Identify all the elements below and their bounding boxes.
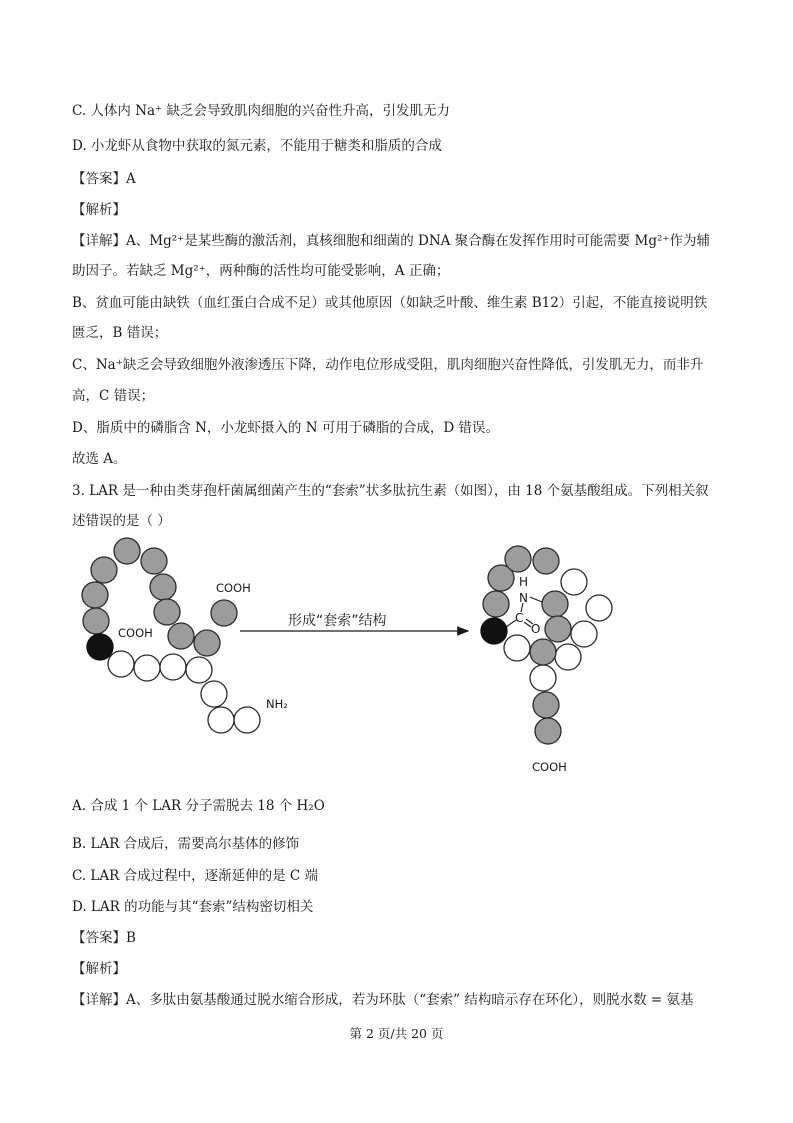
page-number: 第 2 页/共 20 页 bbox=[349, 1026, 444, 1041]
option-c: C. LAR 合成过程中，逐渐延伸的是 C 端 bbox=[72, 868, 319, 884]
amino-acid-circle bbox=[168, 623, 194, 649]
amino-acid-circle bbox=[533, 548, 559, 574]
atom-n-label: N bbox=[519, 591, 528, 605]
amino-acid-circle bbox=[535, 718, 561, 744]
amino-acid-circle bbox=[194, 630, 220, 656]
detail-line: B、贫血可能由缺铁（血红蛋白合成不足）或其他原因（如缺乏叶酸、维生素 B12）引起，不能直接说明铁 bbox=[72, 295, 708, 311]
amino-acid-circle bbox=[530, 639, 556, 665]
amino-acid-circle bbox=[82, 582, 108, 608]
amino-acid-circle bbox=[504, 635, 530, 661]
atom-h-label: H bbox=[519, 575, 529, 589]
answer: 【答案】B bbox=[72, 930, 136, 946]
detail-line: 高，C 错误； bbox=[72, 388, 155, 404]
linear-peptide bbox=[82, 538, 288, 733]
amino-acid-circle bbox=[586, 595, 612, 621]
key-amino-acid-circle bbox=[481, 618, 507, 644]
question-stem: 述错误的是（ ） bbox=[72, 513, 171, 529]
answer-prev: 【答案】A bbox=[72, 171, 136, 187]
amino-acid-circle bbox=[555, 644, 581, 670]
analysis-label: 【解析】 bbox=[72, 961, 126, 977]
amino-acid-circle bbox=[134, 655, 160, 681]
amino-acid-circle bbox=[150, 574, 176, 600]
amino-acid-circle bbox=[160, 654, 186, 680]
detail-line: 【详解】A、Mg²⁺是某些酶的激活剂，真核细胞和细菌的 DNA 聚合酶在发挥作用时可能需要 Mg²⁺作为辅 bbox=[72, 233, 711, 249]
transform-arrow bbox=[240, 612, 468, 631]
detail-line: 匮乏，B 错误； bbox=[72, 325, 168, 341]
key-amino-acid-circle bbox=[87, 634, 113, 660]
amino-acid-circle bbox=[234, 707, 260, 733]
atom-o-label: O bbox=[531, 622, 541, 636]
option-d-prev: D. 小龙虾从食物中获取的氮元素，不能用于糖类和脂质的合成 bbox=[72, 138, 442, 154]
detail-line: 助因子。若缺乏 Mg²⁺，两种酶的活性均可能受影响，A 正确； bbox=[72, 263, 450, 279]
amino-acid-circle bbox=[83, 608, 109, 634]
option-a: A. 合成 1 个 LAR 分子需脱去 18 个 H₂O bbox=[72, 798, 325, 814]
atom-c-label: C bbox=[515, 611, 524, 625]
amino-acid-circle bbox=[114, 538, 140, 564]
amino-acid-circle bbox=[571, 621, 597, 647]
amino-acid-circle bbox=[141, 548, 167, 574]
amino-acid-circle bbox=[201, 681, 227, 707]
amino-acid-circle bbox=[505, 546, 531, 572]
lasso-peptide bbox=[481, 546, 612, 774]
amino-acid-circle bbox=[186, 657, 212, 683]
detail-line: C、Na⁺缺乏会导致细胞外液渗透压下降，动作电位形成受阻，肌肉细胞兴奋性降低，引发肌无力，而非升 bbox=[72, 357, 704, 373]
cooh-label: COOH bbox=[216, 581, 251, 595]
amino-acid-circle bbox=[208, 707, 234, 733]
amino-acid-circle bbox=[91, 557, 117, 583]
amino-acid-circle bbox=[108, 651, 134, 677]
cooh-label: COOH bbox=[118, 626, 153, 640]
amino-acid-circle bbox=[483, 591, 509, 617]
amino-acid-circle bbox=[154, 599, 180, 625]
option-d: D. LAR 的功能与其“套索”结构密切相关 bbox=[72, 899, 314, 915]
amino-acid-circle bbox=[542, 591, 568, 617]
arrow-label: 形成“套索”结构 bbox=[288, 613, 387, 629]
bond-line bbox=[530, 597, 542, 602]
amino-acid-circle bbox=[545, 616, 571, 642]
option-b: B. LAR 合成后，需要高尔基体的修饰 bbox=[72, 836, 300, 852]
nh2-label: NH₂ bbox=[266, 697, 288, 711]
amino-acid-circle bbox=[533, 692, 559, 718]
question-stem: 3. LAR 是一种由类芽孢杆菌属细菌产生的“套索”状多肽抗生素（如图），由 18 个氨基酸组成。下列相关叙 bbox=[72, 483, 709, 499]
analysis-label-prev: 【解析】 bbox=[72, 202, 126, 218]
detail-line: D、脂质中的磷脂含 N，小龙虾摄入的 N 可用于磷脂的合成，D 错误。 bbox=[72, 420, 499, 436]
amino-acid-circle bbox=[561, 569, 587, 595]
option-c-prev: C. 人体内 Na⁺ 缺乏会导致肌肉细胞的兴奋性升高，引发肌无力 bbox=[72, 103, 450, 119]
conclusion-prev: 故选 A。 bbox=[72, 451, 127, 467]
detail-line: 【详解】A、多肽由氨基酸通过脱水缩合形成，若为环肽（“套索” 结构暗示存在环化），则脱水数 = 氨基 bbox=[72, 992, 694, 1008]
bond-line bbox=[524, 622, 531, 627]
amino-acid-circle bbox=[530, 665, 556, 691]
lasso-peptide-diagram bbox=[0, 530, 793, 792]
amino-acid-circle bbox=[211, 600, 237, 626]
cooh-label: COOH bbox=[532, 760, 567, 774]
